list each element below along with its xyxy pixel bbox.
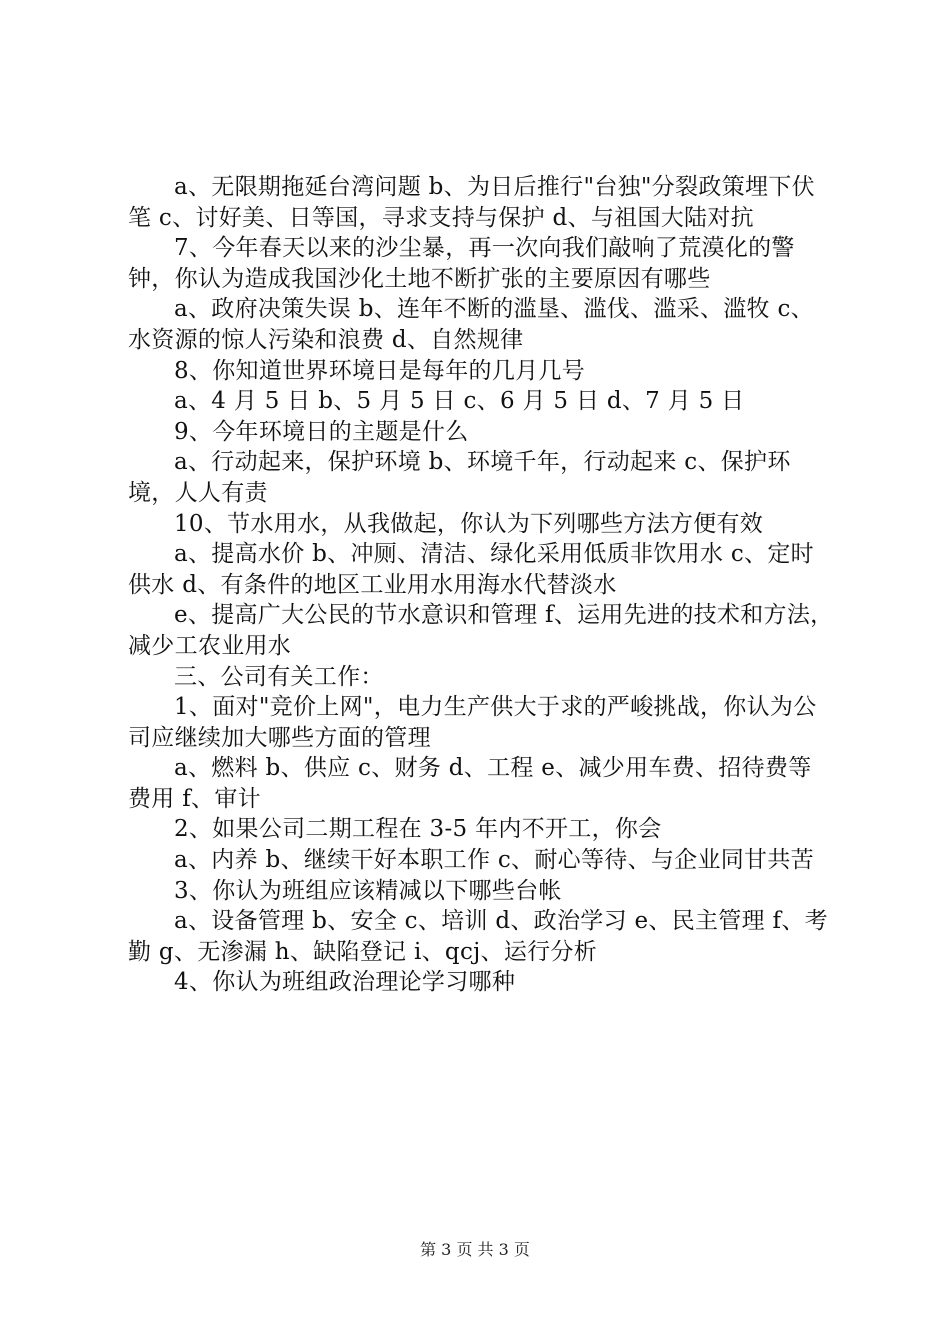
paragraph: 8、你知道世界环境日是每年的几月几号 — [174, 357, 586, 384]
paragraph: e、提高广大公民的节水意识和管理 f、运用先进的技术和方法，减少工农业用水 — [128, 602, 834, 659]
paragraph: 4、你认为班组政治理论学习哪种 — [174, 969, 516, 996]
paragraph: 7、今年春天以来的沙尘暴，再一次向我们敲响了荒漠化的警钟，你认为造成我国沙化土地不断扩张的主要原因有哪些 — [128, 235, 795, 292]
paragraph: a、设备管理 b、安全 c、培训 d、政治学习 e、民主管理 f、考勤 g、无渗漏 h、缺陷登记 i、qcj、运行分析 — [128, 908, 828, 965]
paragraph: a、无限期拖延台湾问题 b、为日后推行"台独"分裂政策埋下伏笔 c、讨好美、日等国，寻求支持与保护 d、与祖国大陆对抗 — [128, 174, 815, 231]
paragraph: 9、今年环境日的主题是什么 — [174, 418, 469, 445]
section-heading: 三、公司有关工作： — [174, 663, 384, 690]
paragraph: a、燃料 b、供应 c、财务 d、工程 e、减少用车费、招待费等费用 f、审计 — [128, 755, 812, 812]
paragraph: a、提高水价 b、冲厕、清洁、绿化采用低质非饮用水 c、定时供水 d、有条件的地区工业用水用海水代替淡水 — [128, 541, 814, 598]
paragraph: a、内养 b、继续干好本职工作 c、耐心等待、与企业同甘共苦 — [174, 847, 814, 874]
paragraph: 2、如果公司二期工程在 3-5 年内不开工，你会 — [174, 816, 662, 843]
paragraph: a、行动起来，保护环境 b、环境千年，行动起来 c、保护环境，人人有责 — [128, 449, 791, 506]
document-body — [128, 172, 834, 998]
paragraph: a、政府决策失误 b、连年不断的滥垦、滥伐、滥采、滥牧 c、水资源的惊人污染和浪费 d、自然规律 — [128, 296, 814, 353]
paragraph: a、4 月 5 日 b、5 月 5 日 c、6 月 5 日 d、7 月 5 日 — [174, 388, 745, 415]
paragraph: 1、面对"竞价上网"，电力生产供大于求的严峻挑战，你认为公司应继续加大哪些方面的管理 — [128, 694, 817, 751]
page-footer: 第 3 页 共 3 页 — [420, 1240, 530, 1259]
paragraph: 10、节水用水，从我做起，你认为下列哪些方法方便有效 — [174, 510, 764, 537]
paragraph: 3、你认为班组应该精减以下哪些台帐 — [174, 877, 562, 904]
